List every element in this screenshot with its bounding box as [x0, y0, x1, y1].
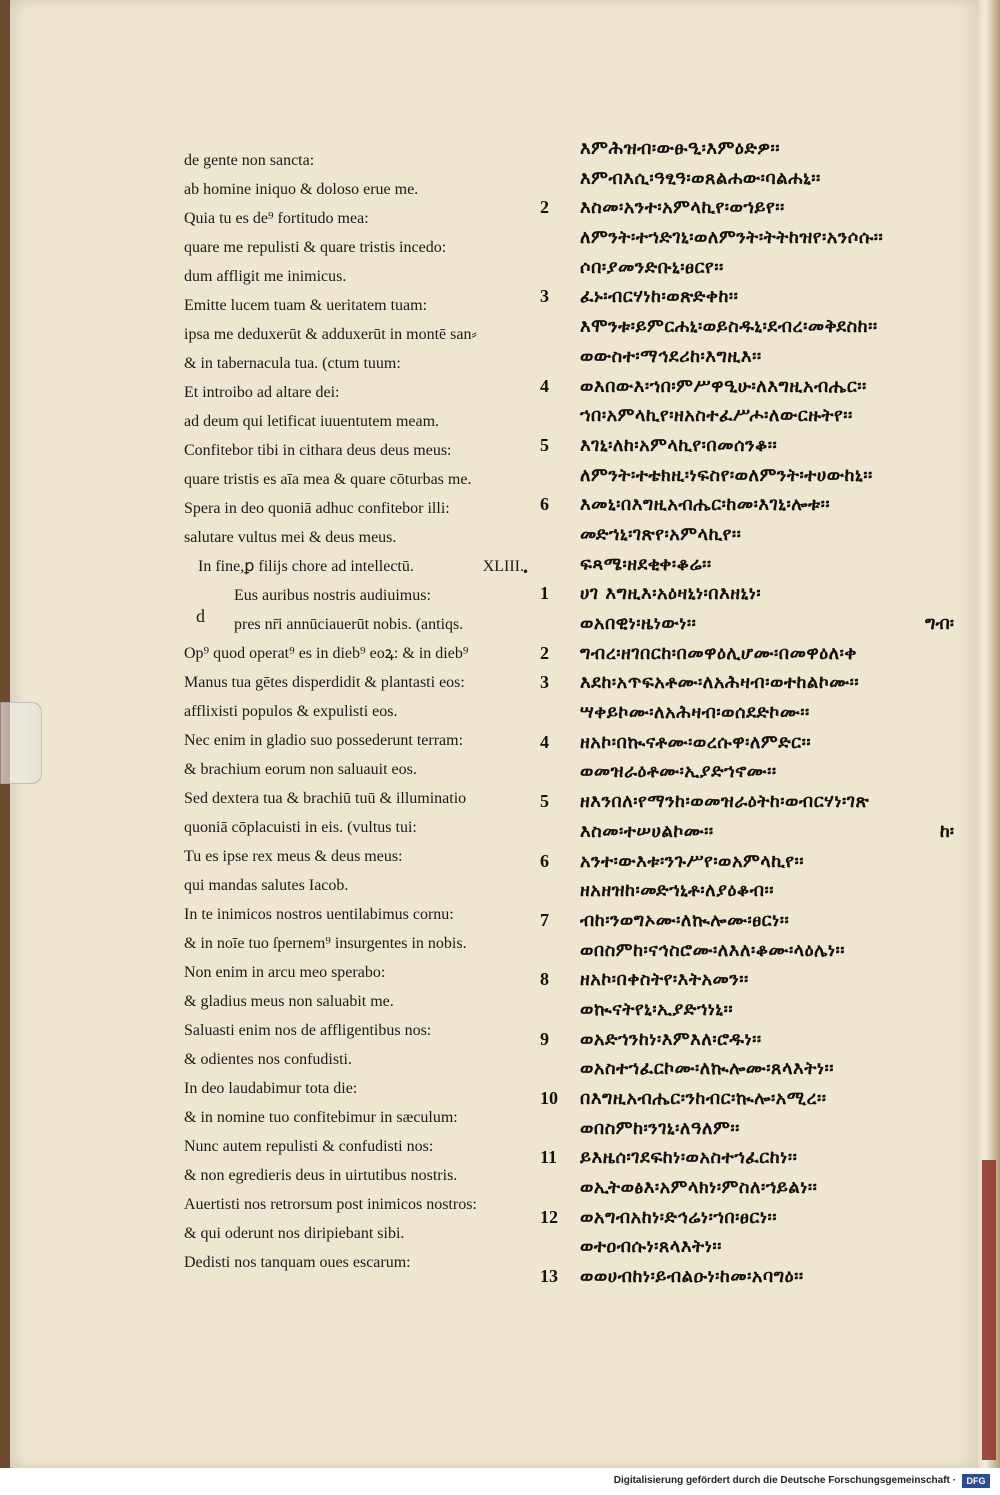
verse-number: 5 — [540, 434, 549, 455]
ethiopic-text: ፈኑ፡ብርሃነከ፡ወጽድቀከ፡፡ — [580, 286, 739, 308]
psalm-heading — [184, 552, 524, 581]
ethiopic-text: ግብረ፡ዘገበርከ፡በመዋዕሊሆሙ፡በመዋዕለ፡ቀ — [580, 642, 858, 664]
ethiopic-text: ዘአኮ፡በቀስትየ፡እትአመን፡፡ — [580, 969, 749, 991]
ethiopic-text: ኀበ፡አምላኪየ፡ዘአስተፈሥሖ፡ለውርዙትየ፡፡ — [580, 405, 853, 427]
latin-line: Sed dextera tua & brachiū tuū & illuminatio — [184, 790, 467, 807]
latin-line: Non enim in arcu meo sperabo: — [184, 964, 386, 981]
latin-line: Saluasti enim nos de affligentibus nos: — [184, 1022, 432, 1039]
ethiopic-text: ብከ፡ንወግኦሙ፡ለኲሎሙ፡ፀርነ፡፡ — [580, 909, 790, 931]
verse-number: 2 — [540, 197, 549, 218]
verse-number: 5 — [540, 791, 549, 812]
verse-number: 7 — [540, 909, 549, 930]
psalm-heading-text: In fine,ꝑ filijs chore ad intellectū. — [198, 558, 414, 575]
ethiopic-text: ሣቀይኮሙ፡ለአሕዛብ፡ወሰደድኮሙ፡፡ — [580, 702, 810, 724]
ethiopic-text: ዘአዘዝከ፡መድኀኒቶ፡ለያዕቆብ፡፡ — [580, 880, 774, 902]
verse-number: 9 — [540, 1028, 549, 1049]
latin-line: quare me repulisti & quare tristis incedo: — [184, 239, 447, 256]
latin-line: Auertisti nos retrorsum post inimicos nostros: — [184, 1196, 477, 1213]
ethiopic-text: መድኀኒ፡ገጽየ፡አምላኪየ፡፡ — [580, 523, 742, 545]
ethiopic-text: ይእዜሰ፡ገደፍከነ፡ወአስተኀፈርከነ፡፡ — [580, 1147, 798, 1169]
verse-number: 2 — [540, 642, 549, 663]
section-bullet: • — [522, 565, 530, 579]
ethiopic-line — [540, 490, 970, 520]
ethiopic-text: ወመዝራዕቶሙ፡ኢያድኀኖሙ፡፡ — [580, 761, 777, 783]
ethiopic-line — [540, 134, 970, 164]
latin-line: Dedisti nos tanquam oues escarum: — [184, 1254, 411, 1271]
latin-line: ipsa me deduxerūt & adduxerūt in montē san⸗ — [184, 326, 477, 343]
ethiopic-text: ለምንት፡ተኀድገኒ፡ወለምንት፡ትትከዝየ፡አንሶሱ፡፡ — [580, 227, 884, 249]
latin-line: In te inimicos nostros uentilabimus cornu: — [184, 906, 454, 923]
latin-line: de gente non sancta: — [184, 152, 315, 169]
latin-line: Spera in deo quoniā adhuc confitebor illi: — [184, 500, 450, 517]
ethiopic-line — [540, 1084, 970, 1114]
ethiopic-line — [540, 817, 970, 847]
verse-number: 4 — [540, 731, 549, 752]
ethiopic-line — [540, 193, 970, 223]
ethiopic-line — [540, 431, 970, 461]
ethiopic-line — [540, 1143, 970, 1173]
bookmark-ribbon — [982, 1160, 996, 1460]
ethiopic-text: ፍጻሜ፡ዘደቂቀ፡ቆሬ፡፡ — [580, 553, 712, 575]
latin-line: Tu es ipse rex meus & deus meus: — [184, 848, 403, 865]
latin-line: Nec enim in gladio suo possederunt terram: — [184, 732, 464, 749]
ethiopic-line — [540, 1114, 970, 1144]
latin-line: & qui oderunt nos diripiebant sibi. — [184, 1225, 405, 1242]
ethiopic-line — [540, 1173, 970, 1203]
latin-line: Confitebor tibi in cithara deus deus meus: — [184, 442, 452, 459]
ethiopic-text: ወኢትወፅእ፡አምላክነ፡ምስለ፡ኀይልነ፡፡ — [580, 1177, 818, 1199]
ethiopic-text: ወኲናትየኒ፡ኢያድኀነኒ፡፡ — [580, 998, 734, 1020]
verse-number: 8 — [540, 969, 549, 990]
ethiopic-line — [540, 550, 970, 580]
ethiopic-line — [540, 461, 970, 491]
ethiopic-line — [540, 609, 970, 639]
verse-number: 3 — [540, 672, 549, 693]
ethiopic-line — [540, 164, 970, 194]
verse-number: 3 — [540, 286, 549, 307]
ethiopic-text: ወአበዊነ፡ዜነውነ፡፡ — [580, 613, 697, 634]
ethiopic-line — [540, 1232, 970, 1262]
latin-column — [184, 146, 524, 1277]
ethiopic-text: አንተ፡ውእቱ፡ንጉሥየ፡ወአምላኪየ፡፡ — [580, 850, 805, 872]
latin-line: Emitte lucem tuam & ueritatem tuam: — [184, 297, 428, 314]
ethiopic-line — [540, 1025, 970, 1055]
verse-number: 4 — [540, 375, 549, 396]
latin-line: Et introibo ad altare dei: — [184, 384, 340, 401]
ethiopic-text: ወበስምከ፡ናኅስሮሙ፡ለእለ፡ቆሙ፡ላዕሌነ፡፡ — [580, 939, 846, 961]
latin-line: & brachium eorum non saluauit eos. — [184, 761, 417, 778]
verse-number: 6 — [540, 494, 549, 515]
ethiopic-line — [540, 372, 970, 402]
ethiopic-line — [540, 312, 970, 342]
ethiopic-line — [540, 787, 970, 817]
latin-line: & non egredieris deus in uirtutibus nostris. — [184, 1167, 458, 1184]
latin-line: Manus tua gētes disperdidit & plantasti eos: — [184, 674, 465, 691]
ethiopic-line — [540, 223, 970, 253]
ethiopic-text: ዘእንበለ፡የማንከ፡ወመዝራዕትከ፡ወብርሃነ፡ገጽ — [580, 791, 870, 813]
ethiopic-text: እምብእሲ፡ዓፂዓ፡ወጸልሐው፡ባልሐኒ፡፡ — [580, 167, 821, 189]
verse-number: 11 — [540, 1147, 558, 1168]
ethiopic-line — [540, 847, 970, 877]
ethiopic-line — [540, 1262, 970, 1292]
ethiopic-text: በእግዚአብሔር፡ንከብር፡ኲሎ፡አሚረ፡፡ — [580, 1088, 827, 1109]
latin-line: & in noīe tuo ſpernem⁹ insurgentes in nobis. — [184, 935, 467, 952]
latin-line: & in tabernacula tua. (ctum tuum: — [184, 355, 401, 372]
ethiopic-line — [540, 253, 970, 283]
verse-number: 13 — [540, 1266, 558, 1287]
ethiopic-text: ሶበ፡ያመንድቡኒ፡ፀርየ፡፡ — [580, 256, 724, 278]
ethiopic-text: ወበስምከ፡ንገኒ፡ለዓለም፡፡ — [580, 1117, 740, 1139]
latin-line: In deo laudabimur tota die: — [184, 1080, 358, 1097]
ethiopic-line — [540, 876, 970, 906]
latin-line: ad deum qui letificat iuuentutem meam. — [184, 413, 440, 430]
ethiopic-text: እደከ፡አጥፍአቶሙ፡ለአሕዛብ፡ወተከልኮሙ፡፡ — [580, 672, 860, 694]
verse-number: 10 — [540, 1088, 558, 1108]
latin-line: quare tristis es aīa mea & quare cōturbas me. — [184, 471, 472, 488]
footer-bar — [0, 1468, 1000, 1495]
ethiopic-text: ወተዐብሱነ፡ጸላእትነ፡፡ — [580, 1236, 722, 1258]
verse-number: 12 — [540, 1206, 558, 1227]
ethiopic-line — [540, 698, 970, 728]
ethiopic-line — [540, 401, 970, 431]
ethiopic-text: እመኒ፡በእግዚአብሔር፡ከመ፡እገኒ፡ሎቱ፡፡ — [580, 494, 831, 516]
ethiopic-line — [540, 668, 970, 698]
ethiopic-text: እምሕዝብ፡ውፁዒ፡እምዕድዎ፡፡ — [580, 138, 780, 159]
latin-line: & in nomine tuo confitebimur in sæculum: — [184, 1109, 458, 1126]
dfg-logo: DFG — [962, 1474, 990, 1488]
ethiopic-text: ወአስተኀፈርኮሙ፡ለኲሎሙ፡ጸላእትነ፡፡ — [580, 1058, 834, 1080]
ethiopic-text: ወአድኀንከነ፡እምእለ፡ሮዱነ፡፡ — [580, 1028, 762, 1050]
psalm-number: XLIII. — [482, 558, 524, 575]
ethiopic-line — [540, 520, 970, 550]
footer-credit: Digitalisierung gefördert durch die Deutsche Forschungsgemeinschaft · — [613, 1475, 956, 1486]
latin-line: Eus auribus nostris audiuimus: — [234, 587, 431, 604]
page-clip — [0, 702, 42, 784]
ethiopic-text: ወእበውእ፡ኀበ፡ምሥዋዒሁ፡ለእግዚአብሔር፡፡ — [580, 375, 867, 397]
ethiopic-line — [540, 757, 970, 787]
ethiopic-line — [540, 342, 970, 372]
ethiopic-line — [540, 965, 970, 995]
ethiopic-text: ወውስተ፡ማኅደሪከ፡እግዚእ፡፡ — [580, 345, 762, 367]
ethiopic-text: እስመ፡አንተ፡አምላኪየ፡ወኀይየ፡፡ — [580, 197, 785, 219]
ethiopic-text: እገኒ፡ለከ፡አምላኪየ፡በመሰንቆ፡፡ — [580, 434, 778, 456]
latin-line: Quia tu es de⁹ fortitudo mea: — [184, 210, 369, 227]
verse-number: 6 — [540, 850, 549, 871]
ethiopic-text: ዘአኮ፡በኲናቶሙ፡ወረሱዋ፡ለምድር፡፡ — [580, 731, 812, 753]
ethiopic-line — [540, 1203, 970, 1233]
ethiopic-text: ለምንት፡ተቴክዚ፡ነፍስየ፡ወለምንት፡ተሀውከኒ፡፡ — [580, 464, 873, 486]
ethiopic-line — [540, 1054, 970, 1084]
ethiopic-text: ወወሀብከነ፡ይብልዑነ፡ከመ፡አባግዕ፡፡ — [580, 1266, 804, 1288]
latin-line: quoniā cōplacuisti in eis. (vultus tui: — [184, 819, 417, 836]
ethiopic-text: እስመ፡ተሠሀልኮሙ፡፡ — [580, 820, 714, 842]
drop-initial: d — [196, 606, 205, 626]
ethiopic-line — [540, 282, 970, 312]
latin-line: qui mandas salutes Iacob. — [184, 877, 349, 894]
ethiopic-line — [540, 906, 970, 936]
ethiopic-line — [540, 579, 970, 609]
ethiopic-text: ሀገ እግዚእ፡አዕዛኒነ፡በእዘኒነ፡ — [580, 583, 762, 605]
ethiopic-continuation: ከ፡ — [939, 820, 954, 842]
latin-line: dum affligit me inimicus. — [184, 268, 347, 285]
latin-line: Op⁹ quod operat⁹ es in dieb⁹ eoꝝ: & in dieb⁹ — [184, 645, 469, 662]
latin-line: Nunc autem repulisti & confudisti nos: — [184, 1138, 434, 1155]
latin-line: & gladius meus non saluabit me. — [184, 993, 394, 1010]
verse-number: 1 — [540, 583, 549, 604]
ethiopic-line — [540, 936, 970, 966]
ethiopic-text: ወአግብአከነ፡ድኅሬነ፡ኀበ፡ፀርነ፡፡ — [580, 1206, 777, 1228]
latin-line: salutare vultus mei & deus meus. — [184, 529, 397, 546]
ethiopic-column — [540, 134, 970, 1292]
latin-line: ab homine iniquo & doloso erue me. — [184, 181, 419, 198]
ethiopic-continuation: ግብ፡ — [925, 613, 954, 634]
latin-line: pres nr̄i annūciauerūt nobis. (antiqs. — [234, 616, 464, 633]
ethiopic-line — [540, 728, 970, 758]
ethiopic-line — [540, 639, 970, 669]
latin-line: & odientes nos confudisti. — [184, 1051, 352, 1068]
latin-line: afflixisti populos & expulisti eos. — [184, 703, 398, 720]
ethiopic-line — [540, 995, 970, 1025]
ethiopic-text: እሞንቱ፡ይምርሐኒ፡ወይስዱኒ፡ደብረ፡መቅደስከ፡፡ — [580, 316, 878, 338]
